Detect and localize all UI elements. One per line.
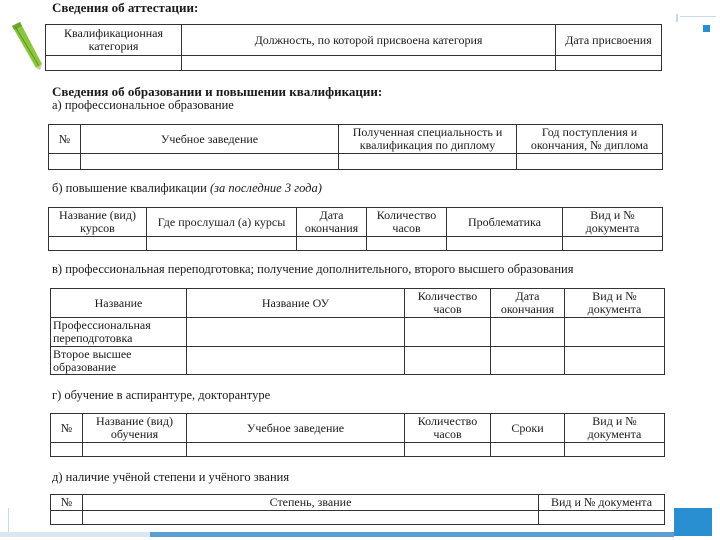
header-cell: № <box>49 125 81 154</box>
pencil-icon <box>6 20 46 72</box>
degree-table <box>50 494 665 525</box>
header-cell: Название <box>51 289 187 318</box>
bottom-left-decor <box>8 508 9 532</box>
empty-cell[interactable] <box>297 237 367 251</box>
header-cell: Квалификационная категория <box>46 25 182 56</box>
bottom-decor-light <box>0 532 150 537</box>
empty-cell[interactable] <box>491 347 565 375</box>
postgraduate-table <box>50 413 665 457</box>
header-cell: Количество часов <box>367 208 447 237</box>
header-cell: Сроки <box>491 414 565 443</box>
empty-cell[interactable] <box>405 318 491 347</box>
empty-cell[interactable] <box>405 443 491 457</box>
header-cell: Количество часов <box>405 414 491 443</box>
row-label-cell: Второе высшее образование <box>51 347 187 375</box>
section-b-text: б) повышение квалификации <box>52 181 207 195</box>
empty-cell[interactable] <box>491 443 565 457</box>
header-cell: Вид и № документа <box>565 414 665 443</box>
retraining-table <box>50 288 665 375</box>
education-heading: Сведения об образовании и повышении квалификации: <box>52 84 383 99</box>
empty-cell[interactable] <box>51 443 83 457</box>
top-decor-rule <box>680 16 716 17</box>
qualification-table <box>48 207 663 251</box>
header-cell: Должность, по которой присвоена категория <box>182 25 556 56</box>
header-cell: Год поступления и окончания, № диплома <box>517 125 663 154</box>
section-b-label <box>52 181 322 196</box>
header-cell: № <box>51 414 83 443</box>
empty-cell[interactable] <box>565 347 665 375</box>
empty-cell[interactable] <box>83 511 539 525</box>
empty-cell[interactable] <box>367 237 447 251</box>
professional-education-table <box>48 124 663 170</box>
header-cell: Полученная специальность и квалификация по диплому <box>339 125 517 154</box>
empty-cell[interactable] <box>187 347 405 375</box>
empty-cell[interactable] <box>491 318 565 347</box>
header-cell: Проблематика <box>447 208 563 237</box>
bottom-decor-bar <box>150 532 674 537</box>
top-decor-line <box>676 14 678 22</box>
empty-cell[interactable] <box>81 154 339 170</box>
empty-cell[interactable] <box>563 237 663 251</box>
row-label-cell: Профессиональная переподготовка <box>51 318 187 347</box>
empty-cell[interactable] <box>83 443 187 457</box>
empty-cell[interactable] <box>539 511 665 525</box>
section-b-note: (за последние 3 года) <box>209 181 322 195</box>
empty-cell[interactable] <box>147 237 297 251</box>
header-cell: Название ОУ <box>187 289 405 318</box>
empty-cell[interactable] <box>447 237 563 251</box>
corner-accent <box>674 508 712 536</box>
header-cell: Вид и № документа <box>565 289 665 318</box>
header-cell: Степень, звание <box>83 495 539 511</box>
header-cell: Учебное заведение <box>81 125 339 154</box>
empty-cell[interactable] <box>49 237 147 251</box>
header-cell: Вид и № документа <box>563 208 663 237</box>
empty-cell[interactable] <box>517 154 663 170</box>
empty-cell[interactable] <box>187 443 405 457</box>
header-cell: Вид и № документа <box>539 495 665 511</box>
header-cell: Название (вид) обучения <box>83 414 187 443</box>
empty-cell[interactable] <box>51 511 83 525</box>
header-cell: Где прослушал (а) курсы <box>147 208 297 237</box>
section-e-label: д) наличие учёной степени и учёного звания <box>52 470 290 484</box>
header-cell: Количество часов <box>405 289 491 318</box>
empty-cell[interactable] <box>187 318 405 347</box>
header-cell: Дата окончания <box>297 208 367 237</box>
empty-cell[interactable] <box>339 154 517 170</box>
empty-cell[interactable] <box>405 347 491 375</box>
attestation-table <box>45 24 662 71</box>
section-a-label: а) профессиональное образование <box>52 98 234 112</box>
empty-cell[interactable] <box>556 56 662 71</box>
header-cell: Дата присвоения <box>556 25 662 56</box>
section-c-label: в) профессиональная переподготовка; получение дополнительного, второго высшего образования <box>52 262 574 276</box>
header-cell: Название (вид) курсов <box>49 208 147 237</box>
attestation-heading: Сведения об аттестации: <box>52 0 199 15</box>
empty-cell[interactable] <box>565 318 665 347</box>
section-d-label: г) обучение в аспирантуре, докторантуре <box>52 388 271 402</box>
accent-square <box>703 25 710 32</box>
header-cell: Учебное заведение <box>187 414 405 443</box>
empty-cell[interactable] <box>49 154 81 170</box>
empty-cell[interactable] <box>565 443 665 457</box>
header-cell: № <box>51 495 83 511</box>
empty-cell[interactable] <box>46 56 182 71</box>
empty-cell[interactable] <box>182 56 556 71</box>
header-cell: Дата окончания <box>491 289 565 318</box>
